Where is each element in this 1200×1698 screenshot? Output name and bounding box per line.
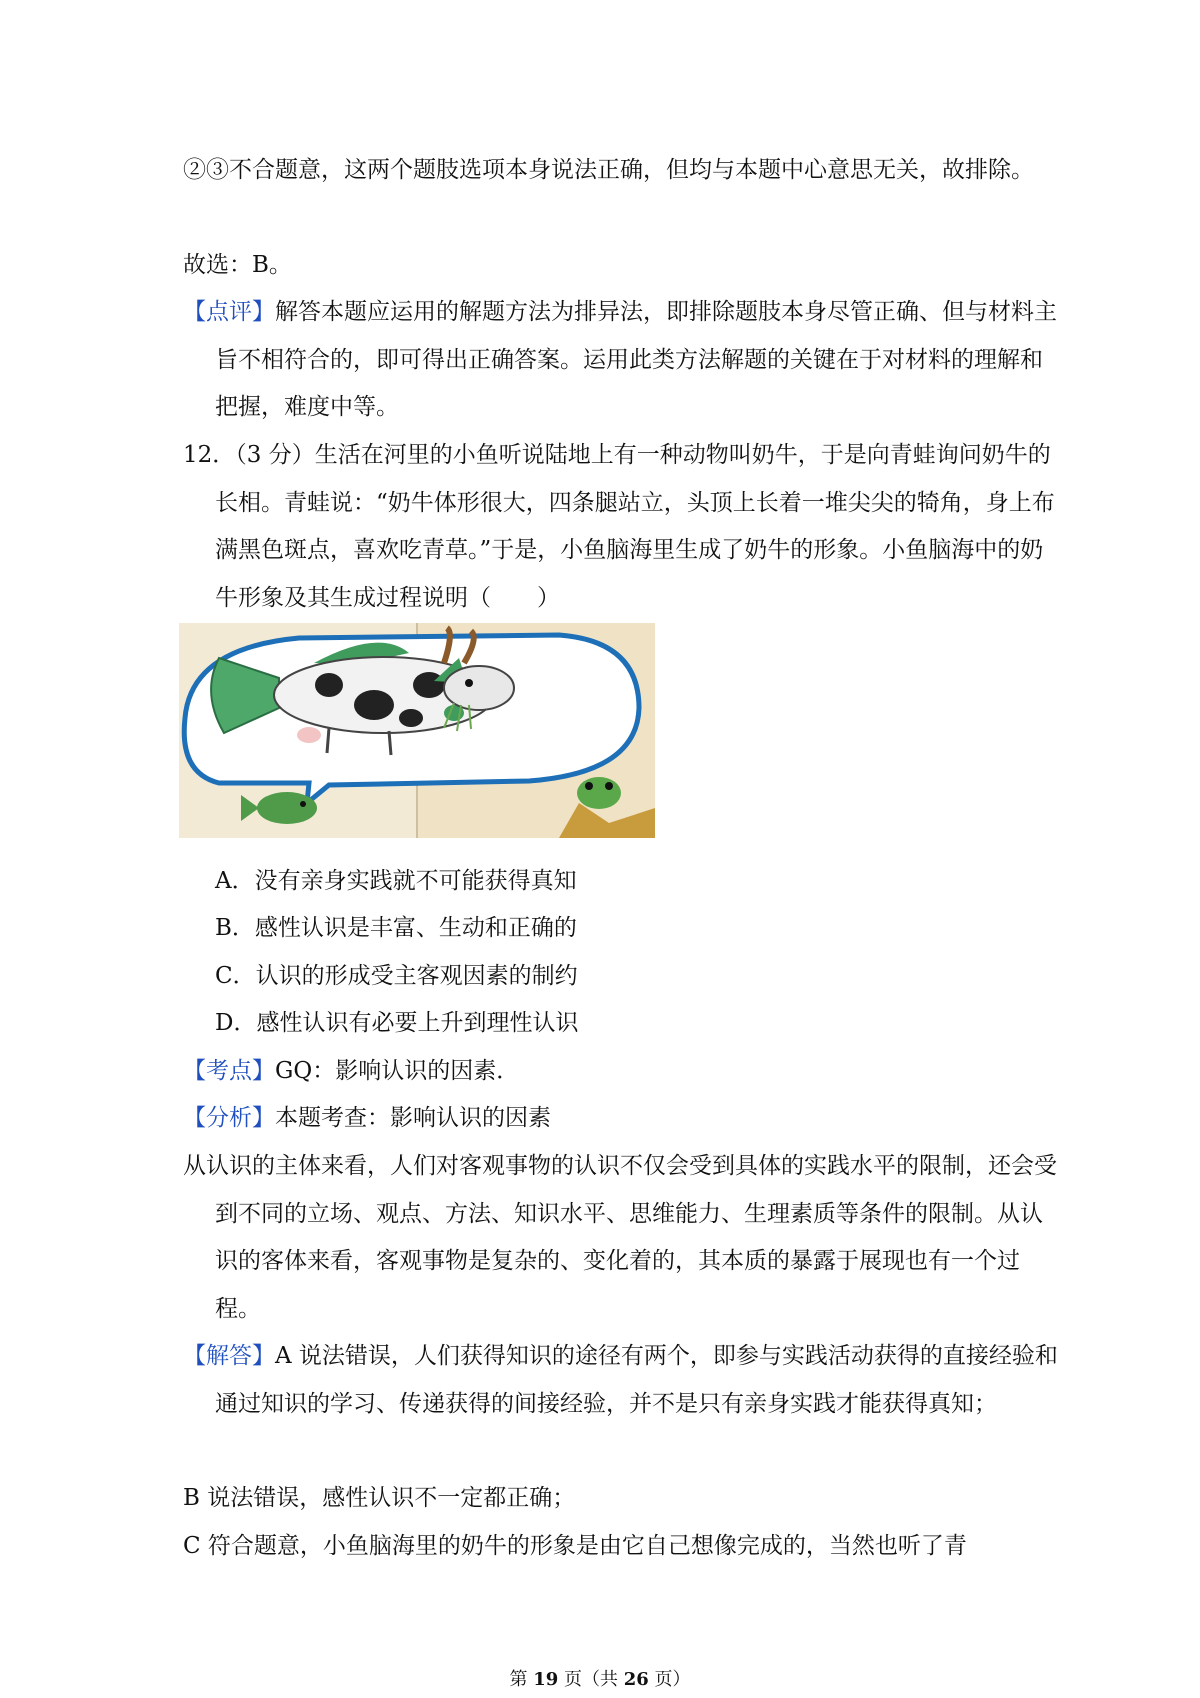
kaodian-line: [183, 1048, 1028, 1096]
fenxi-tag: 【分析】: [183, 1105, 275, 1131]
analysis-paragraph: 从认识的主体来看，人们对客观事物的认识不仅会受到具体的实践水平的限制，还会受到不同的立场、观点、方法、知识水平、思维能力、生理素质等条件的限制。从认识的客体来看，客观事物是复杂的、变化着的，其本质的暴露于展现也有一个过程。: [183, 1153, 1057, 1322]
answer-line: 故选：B。: [183, 252, 292, 278]
option-d: D．感性认识有必要上升到理性认识: [215, 1010, 579, 1036]
kaodian-text: GQ：影响认识的因素．: [275, 1058, 520, 1084]
option-c: C．认识的形成受主客观因素的制约: [215, 963, 578, 989]
paragraph-excluded-options: ②③不合题意，这两个题肢选项本身说法正确，但均与本题中心意思无关，故排除。: [183, 157, 1034, 183]
comment-text: 解答本题应运用的解题方法为排异法，即排除题肢本身尽管正确、但与材料主旨不相符合的，即可得出正确答案。运用此类方法解题的关键在于对材料的理解和把握，难度中等。: [215, 299, 1057, 420]
footer-suffix: 页）: [654, 1669, 691, 1690]
fenxi-line: [183, 1095, 1028, 1143]
comment-paragraph: [183, 289, 1060, 432]
question-12-stem: 12．（3 分）生活在河里的小鱼听说陆地上有一种动物叫奶牛，于是向青蛙询问奶牛的长相。青蛙说：“奶牛体形很大，四条腿站立，头顶上长着一堆尖尖的犄角，身上布满黑色斑点，喜欢吃青草。”于是，小鱼脑海里生成了奶牛的形象。小鱼脑海中的奶牛形象及其生成过程说明（ ）: [183, 442, 1055, 611]
footer-prefix: 第: [509, 1669, 528, 1690]
footer-page-number: 19: [533, 1669, 559, 1690]
fish-cow-illustration: [179, 623, 655, 838]
kaodian-tag: 【考点】: [183, 1058, 275, 1084]
option-b: B．感性认识是丰富、生动和正确的: [215, 915, 577, 941]
comment-tag: 【点评】: [183, 299, 275, 325]
footer-total-pages: 26: [623, 1669, 649, 1690]
c-explanation: C 符合题意，小鱼脑海里的奶牛的形象是由它自己想像完成的，当然也听了青: [183, 1533, 967, 1559]
option-a: A．没有亲身实践就不可能获得真知: [215, 868, 577, 894]
b-explanation: B 说法错误，感性认识不一定都正确；: [183, 1485, 576, 1511]
jieda-tag: 【解答】: [183, 1343, 275, 1369]
footer-middle: 页（共: [564, 1669, 618, 1690]
fenxi-text: 本题考查：影响认识的因素: [275, 1105, 551, 1131]
jieda-text: A 说法错误，人们获得知识的途径有两个，即参与实践活动获得的直接经验和通过知识的学习、传递获得的间接经验，并不是只有亲身实践才能获得真知；: [215, 1343, 1058, 1417]
jieda-paragraph: [183, 1333, 1060, 1428]
page-footer: [0, 1668, 1200, 1692]
fish-cow-picture: [179, 623, 655, 838]
